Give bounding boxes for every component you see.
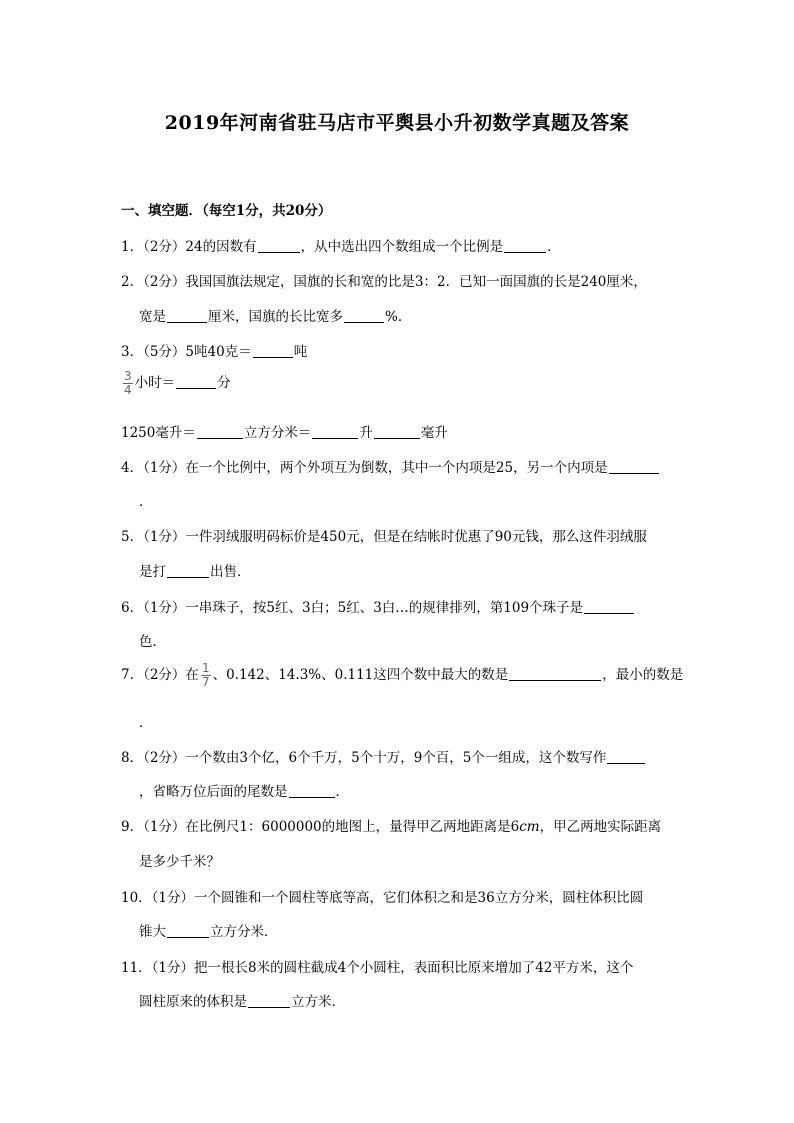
answer-blank[interactable] [258, 238, 300, 253]
question-5: 5．（1分）一件羽绒服明码标价是450元，但是在结帐时优惠了90元钱，那么这件羽绒服 [121, 529, 647, 545]
answer-blank[interactable] [289, 783, 335, 798]
question-7: 7．（2分）在 $\frac{1}{7}$ 、0.142、14.3%、0.111这四个数中最大的数是 ，最小的数是 [121, 661, 684, 689]
question-8: 8．（2分）一个数由3个亿，6个千万，5个十万，9个百，5个一组成，这个数写作 [121, 746, 646, 766]
question-11: 11．（1分）把一根长8米的圆柱截成4个小圆柱，表面积比原来增加了42平方米，这个 [121, 960, 634, 976]
question-7-continued: ． [139, 715, 153, 731]
question-9-continued: 是多少千米？ [139, 854, 220, 870]
answer-blank[interactable] [607, 749, 645, 764]
question-10-continued: 锥大 立方分米． [139, 924, 278, 940]
question-2-continued: 宽是 厘米，国旗的长比宽多 %． [139, 309, 412, 325]
fraction: $\frac{1}{7}$ [201, 661, 210, 689]
question-4: 4．（1分）在一个比例中，两个外项互为倒数，其中一个内项是25，另一个内项是 [121, 456, 660, 476]
answer-blank[interactable] [584, 599, 634, 614]
answer-blank[interactable] [509, 666, 601, 681]
answer-blank[interactable] [253, 343, 293, 358]
question-5-continued: 是打 出售． [139, 564, 251, 580]
answer-blank[interactable] [176, 374, 216, 389]
answer-blank[interactable] [504, 238, 546, 253]
answer-blank[interactable] [167, 563, 209, 578]
question-3: 3．（5分）5吨40克＝ 吨 [121, 344, 308, 360]
question-4-continued: ． [139, 494, 153, 510]
page-title: 2019年河南省驻马店市平舆县小升初数学真题及答案 [164, 112, 630, 134]
question-10: 10．（1分）一个圆锥和一个圆柱等底等高，它们体积之和是36立方分米，圆柱体积比圆 [121, 890, 644, 906]
question-11-continued: 圆柱原来的体积是 立方米． [139, 994, 345, 1010]
question-3-line-2: $\frac{3}{4}$ 小时＝ 分 [124, 369, 231, 397]
answer-blank[interactable] [167, 923, 209, 938]
answer-blank[interactable] [167, 308, 207, 323]
question-6: 6．（1分）一串珠子，按5红、3白；5红、3白…的规律排列，第109个珠子是 [121, 596, 635, 616]
fraction: $\frac{3}{4}$ [124, 369, 132, 397]
question-8-continued: ，省略万位后面的尾数是 ． [139, 784, 349, 800]
question-2: 2．（2分）我国国旗法规定，国旗的长和宽的比是3：2．已知一面国旗的长是240厘米， [121, 274, 647, 290]
question-3-line-3: 1250毫升＝ 立方分米＝ 升 毫升 [121, 425, 448, 441]
section-heading: 一、填空题．（每空1分，共20分） [121, 203, 332, 219]
answer-blank[interactable] [344, 308, 384, 323]
answer-blank[interactable] [609, 459, 659, 474]
question-1: 1．（2分）24的因数有 ，从中选出四个数组成一个比例是 ． [121, 239, 561, 255]
question-6-continued: 色． [139, 634, 166, 650]
answer-blank[interactable] [312, 424, 358, 439]
answer-blank[interactable] [374, 424, 420, 439]
answer-blank[interactable] [248, 993, 290, 1008]
answer-blank[interactable] [197, 424, 243, 439]
question-9: 9．（1分）在比例尺1：6000000的地图上，量得甲乙两地距离是6cm，甲乙两地实际距离 [121, 819, 662, 835]
